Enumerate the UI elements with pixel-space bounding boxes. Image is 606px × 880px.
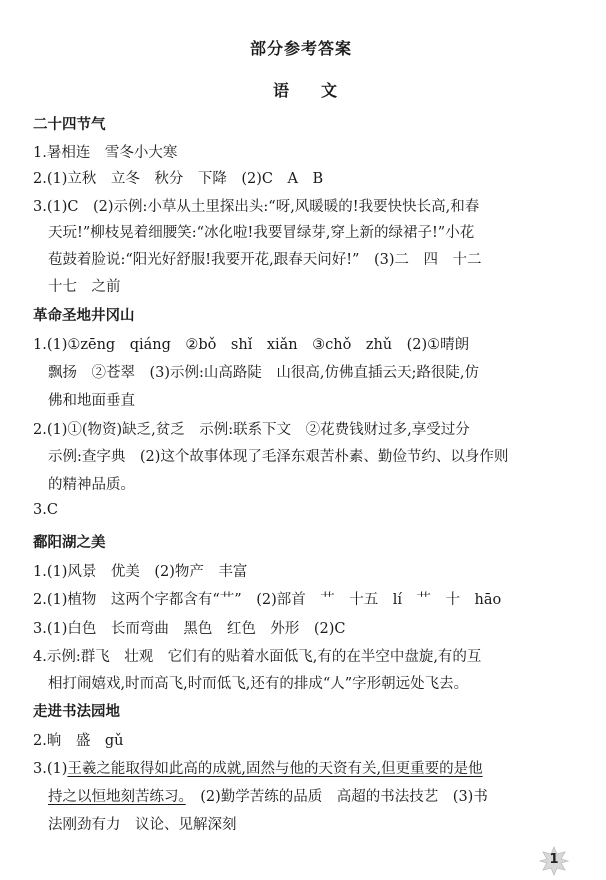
- answer-line: 2.(1)植物 这两个字都含有“艹” (2)部首 艹 十五 lí 艹 十 hāo: [33, 592, 502, 608]
- answer-line: 2.(1)立秋 立冬 秋分 下降 (2)C A B: [33, 171, 324, 187]
- answer-line: 的精神品质。: [48, 477, 135, 493]
- answer-line: 1.(1)①zēng qiáng ②bǒ shǐ xiǎn ③chǒ zhǔ (2)①晴朗: [33, 337, 470, 353]
- answer-line: 飘扬 ②苍翠 (3)示例:山高路陡 山很高,仿佛直插云天;路很陡,仿: [48, 365, 480, 381]
- section-heading-jinggangshan: 革命圣地井冈山: [33, 308, 135, 324]
- answer-line: 3.(1)C (2)示例:小草从土里探出头:“呀,风暖暖的!我要快快长高,和春: [33, 199, 480, 215]
- section-heading-poyang-lake: 鄱阳湖之美: [33, 535, 106, 551]
- answer-line: 佛和地面垂直: [48, 393, 135, 409]
- answer-line: 相打闹嬉戏,时而高飞,时而低飞,还有的排成“人”字形朝远处飞去。: [48, 676, 469, 692]
- page-number-badge: [539, 846, 569, 876]
- section-heading-solar-terms: 二十四节气: [33, 117, 106, 133]
- underlined-answer: 王羲之能取得如此高的成就,固然与他的天资有关,但更重要的是他: [67, 761, 483, 777]
- underlined-answer: 持之以恒地刻苦练习。: [48, 789, 186, 805]
- answer-line: 示例:查字典 (2)这个故事体现了毛泽东艰苦朴素、勤俭节约、以身作则: [48, 449, 509, 465]
- page-title: 部分参考答案: [250, 39, 353, 58]
- answer-line: 苞鼓着脸说:“阳光好舒服!我要开花,跟春天问好!” (3)二 四 十二: [48, 252, 482, 268]
- answer-line: 3.(1)白色 长而弯曲 黑色 红色 外形 (2)C: [33, 621, 346, 637]
- answer-line: [48, 785, 488, 806]
- page-number: 1: [549, 852, 559, 867]
- answer-line: 法刚劲有力 议论、见解深刻: [48, 817, 237, 833]
- subject-heading: 语 文: [273, 81, 338, 100]
- answer-line: 2.(1)①(物资)缺乏,贫乏 示例:联系下文 ②花费钱财过多,享受过分: [33, 422, 470, 438]
- answer-line: 2.晌 盛 gǔ: [33, 733, 124, 749]
- answer-line: 1.暑相连 雪冬小大寒: [33, 145, 178, 161]
- answer-line: 1.(1)风景 优美 (2)物产 丰富: [33, 564, 248, 580]
- answer-line: 4.示例:群飞 壮观 它们有的贴着水面低飞,有的在半空中盘旋,有的互: [33, 649, 482, 665]
- answer-text: (2)勤学苦练的品质 高超的书法技艺 (3)书: [185, 789, 488, 805]
- answer-line: 3.C: [33, 502, 58, 518]
- answer-line: 天玩!”柳枝晃着细腰笑:“冰化啦!我要冒绿芽,穿上新的绿裙子!”小花: [48, 225, 475, 241]
- answer-line: [33, 757, 483, 778]
- answer-line: 十七 之前: [48, 279, 121, 295]
- question-number: 3.(1): [33, 761, 68, 777]
- section-heading-calligraphy: 走进书法园地: [33, 704, 120, 720]
